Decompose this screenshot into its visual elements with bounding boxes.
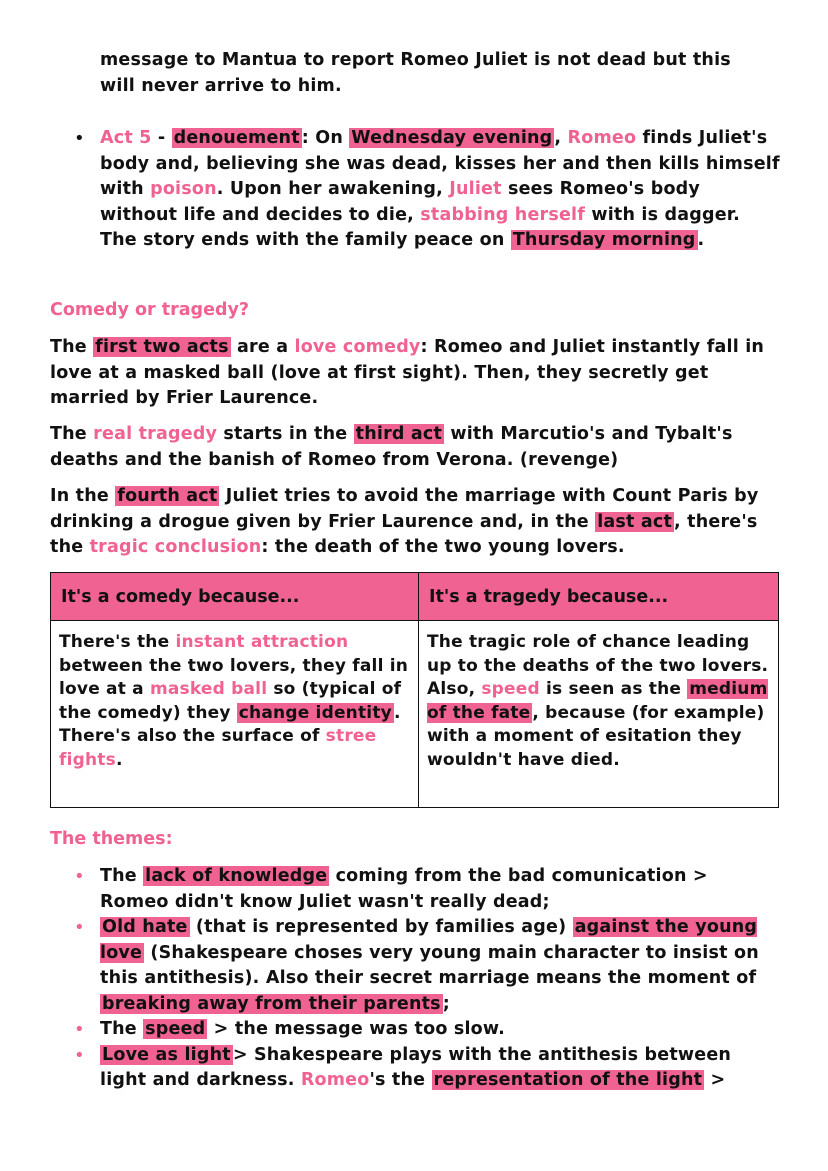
highlight-first-two-acts: first two acts [95,337,229,357]
para3-text-4: : the death of the two young lovers. [261,537,625,557]
intro-line-2: will never arrive to him. [100,75,342,96]
themes-list [74,864,780,1094]
bullet-icon: • [74,1019,85,1040]
cell-right-text-1: The tragic role of chance leading up to the deaths of the two lovers. Also, [427,632,769,699]
para3-text-1: In the [50,486,116,506]
pink-romeo: Romeo [300,1070,370,1090]
para1-text-1: The [50,337,94,357]
act5-text-2: , [554,128,568,148]
themes-heading [50,827,780,851]
act5-text-3: finds Juliet's body and, believing she was dead, kisses her and then kills himself with [100,128,780,199]
paragraph-third-act [50,422,780,473]
highlight-thursday: Thursday morning [512,230,696,250]
cell-left-text-2: between the two lovers, they fall in love at a [59,655,409,699]
theme1-text-2: coming from the bad comunication > Romeo didn't know Juliet wasn't really dead; [100,866,708,912]
highlight-against-young-love: against the young love [100,917,758,963]
list-item [74,915,780,1017]
comedy-tragedy-table [50,572,779,808]
highlight-third-act: third act [355,424,443,444]
table-header-comedy: It's a comedy because... [51,573,419,621]
act5-dash: - [151,128,172,148]
theme4-text-1: > Shakespeare plays with the antithesis between light and darkness. [100,1044,732,1090]
act5-text-1: : On [301,128,350,148]
list-item [74,864,780,915]
section-heading: The themes: [50,829,173,849]
cell-left-text-4: . There's also the surface of [59,702,401,746]
cell-left-text-5: . [115,749,123,770]
cell-right-text-3: , because (for example) with a moment of esitation they wouldn't have died. [427,702,765,770]
highlight-speed: speed [145,1019,206,1039]
cell-right-text-2: is seen as the [539,679,688,699]
bullet-icon: • [74,128,85,149]
theme3-text-1: The [100,1019,144,1039]
theme2-text-2: (Shakespeare choses very young main character to insist on this antithesis). Also their secret marriage means the moment of [100,942,759,988]
highlight-representation-of-light: representation of the light [433,1070,703,1090]
pink-real-tragedy: real tragedy [93,424,218,444]
highlight-medium-of-fate: medium of the fate [427,679,768,723]
highlight-wednesday: Wednesday evening [351,128,553,148]
act5-label: Act 5 [100,128,152,148]
intro-paragraph [100,48,780,99]
highlight-fourth-act: fourth act [117,486,218,506]
cell-left-text-1: There's the [59,632,176,652]
para1-text-2: are a [230,337,295,357]
act5-text-6: with is dagger. The story ends with the family peace on [100,204,740,250]
act5-text-7: . [697,230,705,250]
theme2-text-3: ; [442,993,450,1014]
bullet-icon: • [74,917,85,938]
list-item [74,1043,780,1094]
act5-text-4: . Upon her awakening, [216,179,450,199]
para2-text-1: The [50,424,94,444]
theme1-text-1: The [100,866,144,886]
theme4-text-2: 's the [369,1070,432,1090]
pink-speed: speed [481,679,540,699]
pink-stabbing: stabbing herself [420,204,586,225]
section-heading: Comedy or tragedy? [50,300,250,320]
table-header-tragedy: It's a tragedy because... [419,573,779,621]
pink-tragic-conclusion: tragic conclusion [89,537,262,557]
list-item [74,1017,780,1043]
highlight-last-act: last act [597,511,673,532]
highlight-denouement: denouement [173,128,300,148]
highlight-breaking-away: breaking away from their parents [102,993,441,1014]
bullet-icon: • [74,866,85,887]
pink-romeo: Romeo [567,128,637,148]
highlight-change-identity: change identity [238,702,392,723]
pink-masked-ball: masked ball [149,679,268,699]
pink-poison: poison [150,179,217,199]
pink-instant-attraction: instant attraction [175,632,349,652]
paragraph-fourth-act [50,484,780,561]
table-cell-tragedy [419,621,779,808]
cell-left-text-3: so (typical of the comedy) they [59,679,402,723]
act5-text-5: sees Romeo's body without life and decides to die, [100,179,701,225]
para3-text-2: Juliet tries to avoid the marriage with Count Paris by drinking a drogue given by Frier Laurence and, in the [50,486,759,532]
para1-text-3: : Romeo and Juliet instantly fall in love at a masked ball (love at first sight). Then, they secretly get married by Frier Laurence. [50,337,765,408]
pink-stree-fights: stree fights [59,726,377,770]
pink-love-comedy: love comedy [294,337,421,357]
intro-line-1: message to Mantua to report Romeo Juliet is not dead but this [100,50,731,70]
theme2-text-1: (that is represented by families age) [189,917,573,937]
table-header-row [51,573,779,621]
act5-bullet-item [74,126,780,254]
highlight-lack-of-knowledge: lack of knowledge [145,866,328,886]
para2-text-2: starts in the [217,424,354,444]
paragraph-first-acts [50,335,780,412]
para2-text-3: with Marcutio's and Tybalt's deaths and the banish of Romeo from Verona. (revenge) [50,424,733,470]
pink-juliet: Juliet [449,179,502,199]
theme3-text-2: > the message was too slow. [207,1019,505,1039]
table-row [51,621,779,808]
bullet-icon: • [74,1044,85,1066]
para3-text-3: , there's the [50,511,758,557]
theme4-text-3: > [704,1070,726,1090]
table-cell-comedy [51,621,419,808]
highlight-old-hate: Old hate [102,917,188,937]
comedy-tragedy-heading [50,298,780,322]
highlight-love-as-light: Love as light [102,1044,231,1065]
